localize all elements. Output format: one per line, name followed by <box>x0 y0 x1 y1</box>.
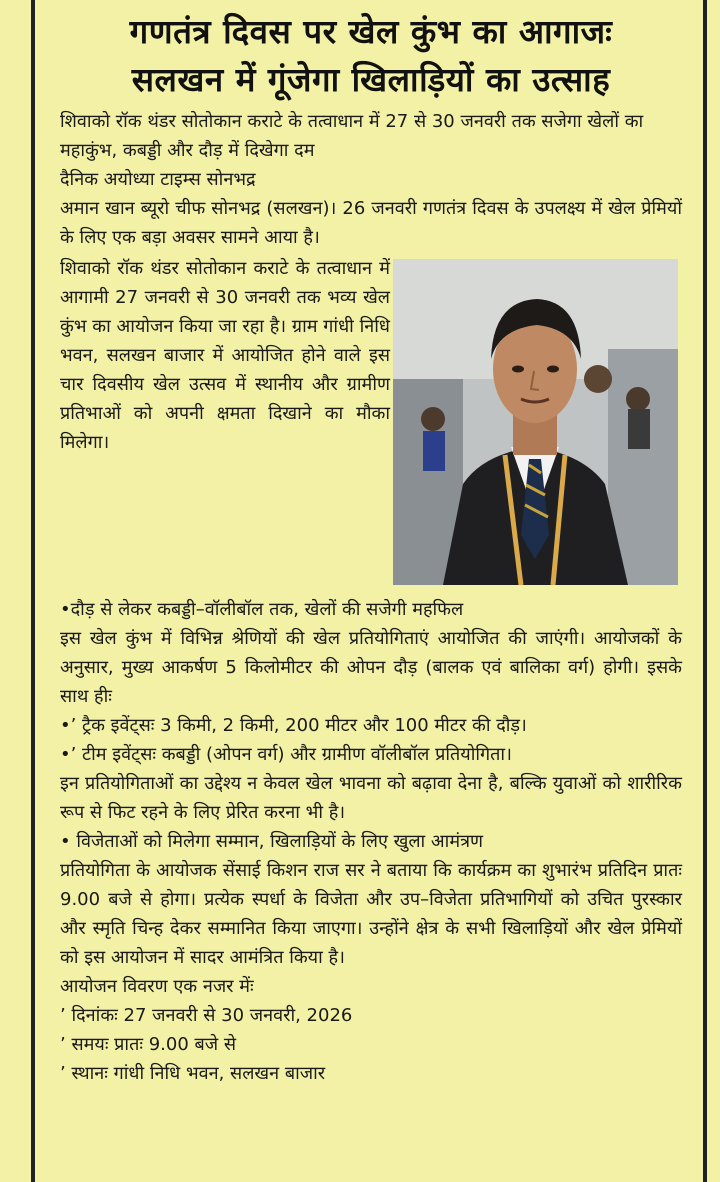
left-column-rule <box>31 0 35 1182</box>
detail-time: ’ समयः प्रातः 9.00 बजे से <box>60 1034 237 1055</box>
headline-line-1: गणतंत्र दिवस पर खेल कुंभ का आगाजः <box>129 12 613 51</box>
person-photo-illustration <box>393 259 678 585</box>
right-column-rule <box>703 0 707 1182</box>
details-title: आयोजन विवरण एक नजर मेंः <box>60 976 254 997</box>
purpose-paragraph: इन प्रतियोगिताओं का उद्देश्य न केवल खेल भावना को बढ़ावा देना है, बल्कि युवाओं को शारीरिक रूप से फिट रहने के लिए प्रेरित करना भी है। <box>60 773 682 823</box>
events-paragraph: इस खेल कुंभ में विभिन्न श्रेणियों की खेल प्रतियोगिताएं आयोजित की जाएंगी। आयोजकों के अनुसार, मुख्य आकर्षण 5 किलोमीटर की ओपन दौड़ (बालक एवं बालिका वर्ग) होगी। इसके साथ हीः <box>60 628 682 707</box>
detail-place: ’ स्थानः गांधी निधि भवन, सलखन बाजार <box>60 1063 326 1084</box>
track-events-bullet: •’ ट्रैक इवेंट्सः 3 किमी, 2 किमी, 200 मीटर और 100 मीटर की दौड़। <box>60 715 527 736</box>
person-photo <box>393 259 678 585</box>
subheadline: शिवाको रॉक थंडर सोतोकान कराटे के तत्वाधान में 27 से 30 जनवरी तक सजेगा खेलों का महाकुंभ, कबड्डी और दौड़ में दिखेगा दम <box>60 111 644 161</box>
section-subhead-sports: •दौड़ से लेकर कबड्डी–वॉलीबॉल तक, खेलों की सजेगी महफिल <box>60 599 464 620</box>
article <box>60 8 682 1088</box>
detail-date: ’ दिनांकः 27 जनवरी से 30 जनवरी, 2026 <box>60 1005 353 1026</box>
section-subhead-awards: • विजेताओं को मिलेगा सम्मान, खिलाड़ियों के लिए खुला आमंत्रण <box>60 831 484 852</box>
organizer-paragraph: प्रतियोगिता के आयोजक सेंसाई किशन राज सर ने बताया कि कार्यक्रम का शुभारंभ प्रतिदिन प्रातः 9.00 बजे से होगा। प्रत्येक स्पर्धा के विजेता और उप–विजेता प्रतिभागियों को उचित पुरस्कार और स्मृति चिन्ह देकर सम्मानित किया जाएगा। उन्होंने क्षेत्र के सभी खिलाड़ियों और खेल प्रेमियों को इस आयोजन में सादर आमंत्रित किया है। <box>60 860 682 968</box>
lead-paragraph: अमान खान ब्यूरो चीफ सोनभद्र (सलखन)। 26 जनवरी गणतंत्र दिवस के उपलक्ष्य में खेल प्रेमियों के लिए एक बड़ा अवसर सामने आया है। <box>60 198 682 248</box>
headline <box>60 8 682 104</box>
intro-paragraph: शिवाको रॉक थंडर सोतोकान कराटे के तत्वाधान में आगामी 27 जनवरी से 30 जनवरी तक भव्य खेल कुंभ का आयोजन किया जा रहा है। ग्राम गांधी निधि भवन, सलखन बाजार में आयोजित होने वाले इस चार दिवसीय खेल उत्सव में स्थानीय और ग्रामीण प्रतिभाओं को अपनी क्षमता दिखाने का मौका मिलेगा। <box>60 258 390 453</box>
team-events-bullet: •’ टीम इवेंट्सः कबड्डी (ओपन वर्ग) और ग्रामीण वॉलीबॉल प्रतियोगिता। <box>60 744 512 765</box>
headline-line-2: सलखन में गूंजेगा खिलाड़ियों का उत्साह <box>131 60 611 99</box>
photo-section <box>60 254 682 595</box>
source-line: दैनिक अयोध्या टाइम्स सोनभद्र <box>60 169 256 190</box>
